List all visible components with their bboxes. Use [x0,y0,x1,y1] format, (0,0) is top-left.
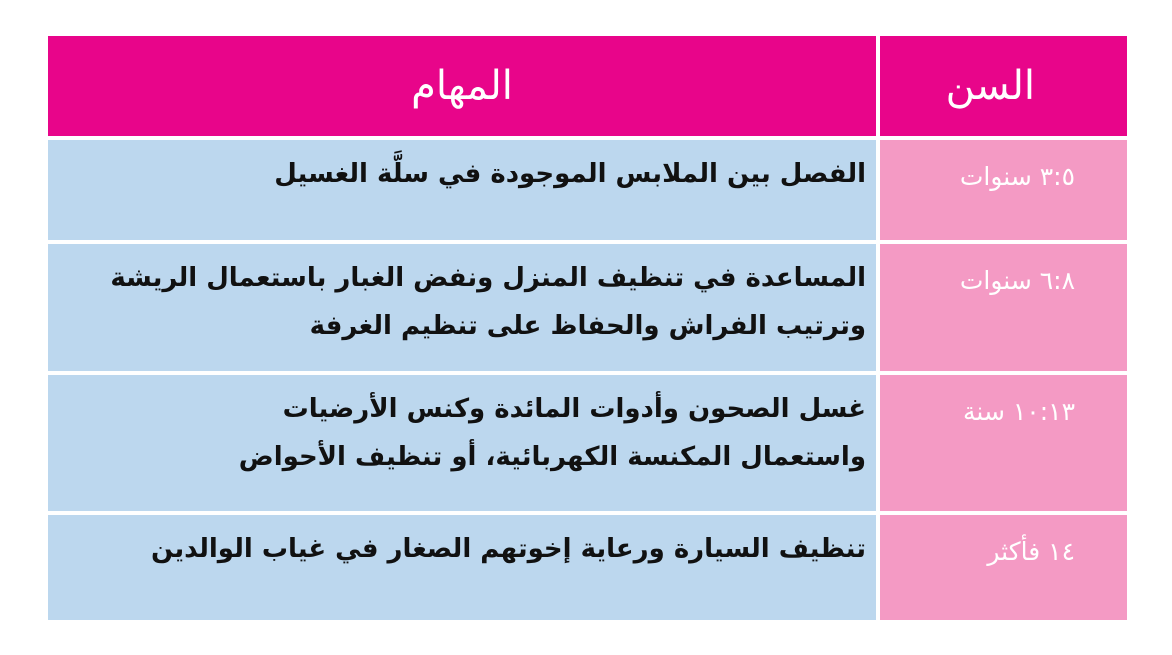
task-line: غسل الصحون وأدوات المائدة وكنس الأرضيات [282,394,866,424]
table-row [48,244,1127,371]
age-cell: ٣:٥ سنوات [880,140,1127,240]
task-cell [48,375,876,511]
table-row [48,140,1127,240]
table-row [48,375,1127,511]
task-line: الفصل بين الملابس الموجودة في سلَّة الغسيل [274,159,866,189]
chores-by-age-table [48,36,1127,620]
age-cell: ١٤ فأكثر [880,515,1127,620]
task-line: وترتيب الفراش والحفاظ على تنظيم الغرفة [309,311,866,341]
age-cell: ١٠:١٣ سنة [880,375,1127,511]
table-row [48,515,1127,620]
task-cell [48,140,876,240]
task-line: واستعمال المكنسة الكهربائية، أو تنظيف الأحواض [238,442,866,472]
table-header-row [48,36,1127,136]
age-cell: ٦:٨ سنوات [880,244,1127,371]
task-cell [48,515,876,620]
task-line: المساعدة في تنظيف المنزل ونفض الغبار باستعمال الريشة [110,263,866,293]
task-cell [48,244,876,371]
task-line: تنظيف السيارة ورعاية إخوتهم الصغار في غياب الوالدين [150,534,866,564]
header-age: السن [880,36,1127,136]
header-tasks: المهام [48,36,876,136]
